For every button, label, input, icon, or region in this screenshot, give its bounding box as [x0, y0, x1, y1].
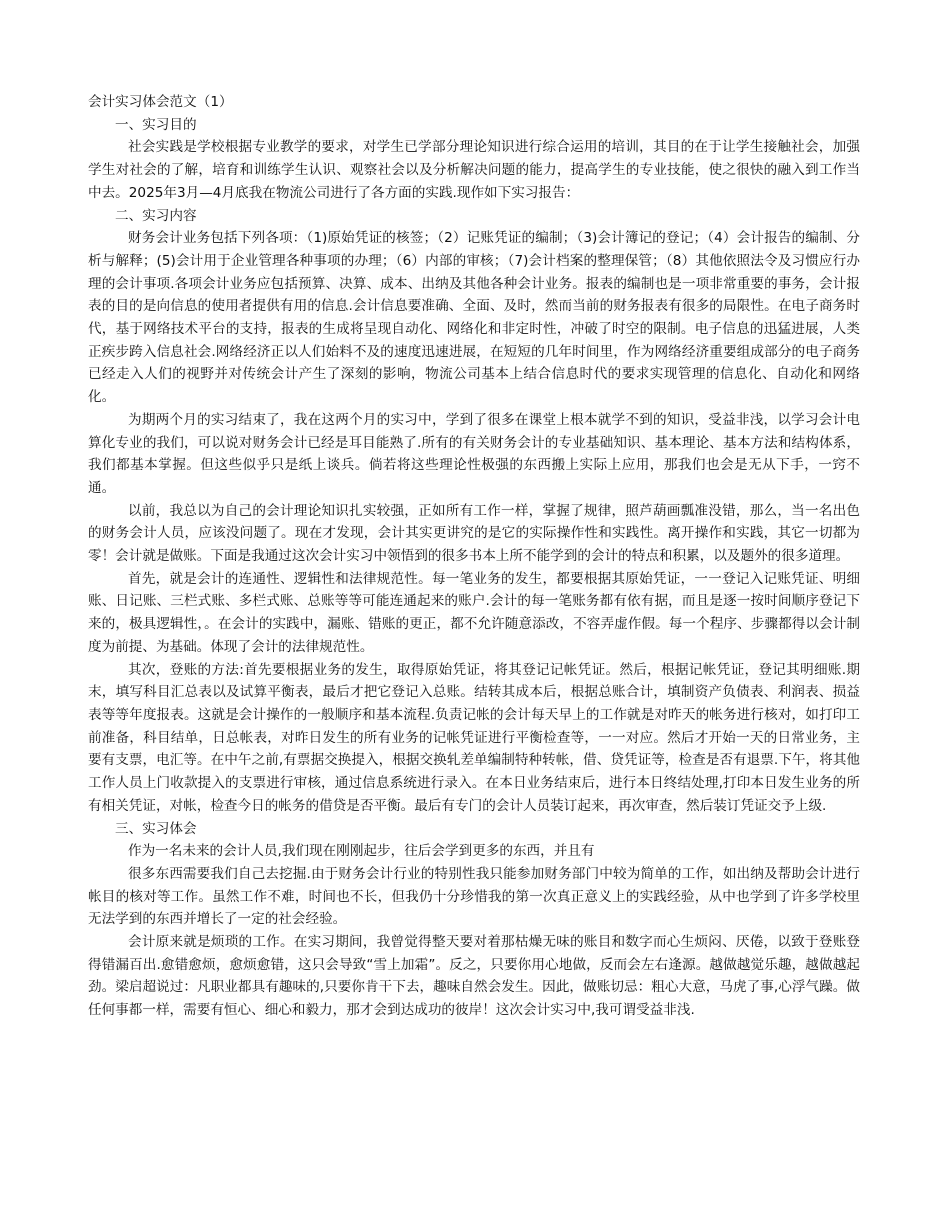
paragraph: 首先，就是会计的连通性、逻辑性和法律规范性。每一笔业务的发生，都要根据其原始凭证，一一登记入记账凭证、明细账、日记账、三栏式账、多栏式账、总账等等可能连通起来的账户.会计的每一笔账务都有依有据，而且是逐一按时间顺序登记下来的，极具逻辑性，。在会计的实践中，漏账、错账的更正，都不允许随意添改，不容弄虚作假。每一个程序、步骤都得以会计制度为前提、为基础。体现了会计的法律规范性。 [88, 570, 860, 655]
paragraph: 其次，登账的方法:首先要根据业务的发生，取得原始凭证，将其登记记帐凭证。然后，根据记帐凭证，登记其明细账.期末，填写科目汇总表以及试算平衡表，最后才把它登记入总账。结转其成本后，根据总账合计，填制资产负债表、利润表、损益表等等年度报表。这就是会计操作的一般顺序和基本流程.负责记帐的会计每天早上的工作就是对昨天的帐务进行核对，如打印工前准备，科目结单，日总帐表，对昨日发生的所有业务的记帐凭证进行平衡检查等，一一对应。然后才开始一天的日常业务，主要有支票，电汇等。在中午之前,有票据交换提入，根据交换轧差单编制特种转帐，借、贷凭证等，检查是否有退票.下午，将其他工作人员上门收款提入的支票进行审核，通过信息系统进行录入。在本日业务结束后，进行本日终结处理,打印本日发生业务的所有相关凭证，对帐，检查今日的帐务的借贷是否平衡。最后有专门的会计人员装订起来，再次审查，然后装订凭证交予上级. [88, 661, 860, 814]
document-page [88, 91, 860, 1022]
section-heading: 三、实习体会 [115, 820, 197, 837]
paragraph: 作为一名未来的会计人员,我们现在刚刚起步，往后会学到更多的东西，并且有 [128, 843, 595, 860]
paragraph: 会计原来就是烦琐的工作。在实习期间，我曾觉得整天要对着那枯燥无味的账目和数字而心生烦闷、厌倦，以致于登账登得错漏百出.愈错愈烦，愈烦愈错，这只会导致“雪上加霜”。反之，只要你用心地做，反而会左右逢源。越做越觉乐趣，越做越起劲。梁启超说过：凡职业都具有趣味的,只要你肯干下去，趣味自然会发生。因此，做账切忌：粗心大意，马虎了事,心浮气躁。做任何事都一样，需要有恒心、细心和毅力，那才会到达成功的彼岸！这次会计实习中,我可谓受益非浅. [88, 934, 860, 1019]
paragraph: 以前，我总以为自己的会计理论知识扎实较强，正如所有工作一样，掌握了规律，照芦葫画瓢准没错，那么，当一名出色的财务会计人员，应该没问题了。现在才发现，会计其实更讲究的是它的实际操作性和实践性。离开操作和实践，其它一切都为零！会计就是做账。下面是我通过这次会计实习中领悟到的很多书本上所不能学到的会计的特点和积累，以及题外的很多道理。 [88, 502, 860, 565]
document-title: 会计实习体会范文（1） [88, 94, 233, 110]
paragraph: 财务会计业务包括下列各项：（1)原始凭证的核签；（2）记账凭证的编制；（3)会计簿记的登记；（4）会计报告的编制、分析与解释；(5)会计用于企业管理各种事项的办理；（6）内部的审核；（7)会计档案的整理保管；（8）其他依照法令及习惯应行办理的会计事项.各项会计业务应包括预算、决算、成本、出纳及其他各种会计业务。报表的编制也是一项非常重要的事务，会计报表的目的是向信息的使用者提供有用的信息.会计信息要准确、全面、及时，然而当前的财务报表有很多的局限性。在电子商务时代，基于网络技术平台的支持，报表的生成将呈现自动化、网络化和非定时性，冲破了时空的限制。电子信息的迅猛进展，人类正疾步跨入信息社会.网络经济正以人们始料不及的速度迅速进展，在短短的几年时间里，作为网络经济重要组成部分的电子商务已经走入人们的视野并对传统会计产生了深刻的影响，物流公司基本上结合信息时代的要求实现管理的信息化、自动化和网络化。 [88, 230, 860, 406]
section-heading: 二、实习内容 [115, 207, 197, 224]
section-heading: 一、实习目的 [115, 116, 197, 133]
paragraph: 很多东西需要我们自己去挖掘.由于财务会计行业的特别性我只能参加财务部门中较为简单的工作，如出纳及帮助会计进行帐目的核对等工作。虽然工作不难，时间也不长，但我仍十分珍惜我的第一次真正意义上的实践经验，从中也学到了许多学校里无法学到的东西并增长了一定的社会经验。 [88, 865, 860, 928]
paragraph: 为期两个月的实习结束了，我在这两个月的实习中，学到了很多在课堂上根本就学不到的知识，受益非浅，以学习会计电算化专业的我们，可以说对财务会计已经是耳目能熟了.所有的有关财务会计的专业基础知识、基本理论、基本方法和结构体系，我们都基本掌握。但这些似乎只是纸上谈兵。倘若将这些理论性极强的东西搬上实际上应用，那我们也会是无从下手，一窍不通。 [88, 411, 860, 496]
paragraph: 社会实践是学校根据专业教学的要求，对学生已学部分理论知识进行综合运用的培训，其目的在于让学生接触社会，加强学生对社会的了解，培育和训练学生认识、观察社会以及分析解决问题的能力，提高学生的专业技能，使之很快的融入到工作当中去。2025年3月—4月底我在物流公司进行了各方面的实践.现作如下实习报告： [88, 139, 860, 201]
